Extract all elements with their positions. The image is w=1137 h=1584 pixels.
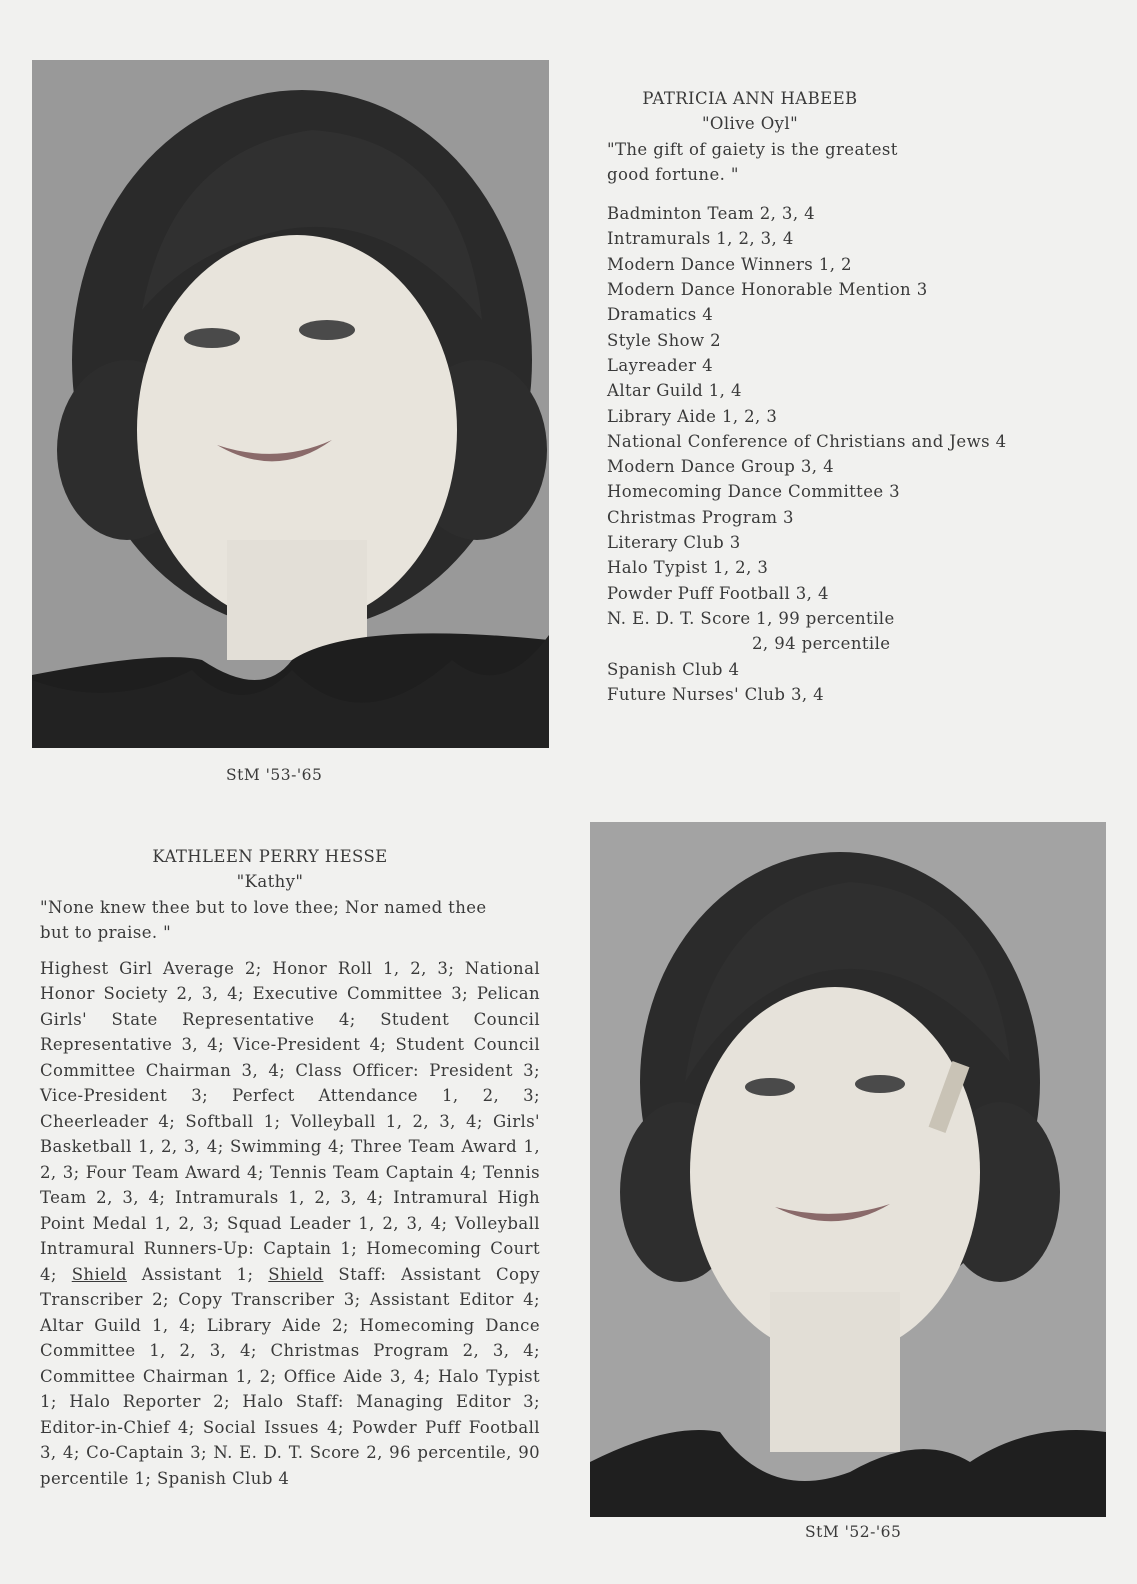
activity-item: Altar Guild 1, 4 [607, 381, 742, 401]
enrollment-caption: StM '52-'65 [805, 1523, 902, 1541]
activities-list [607, 201, 1007, 707]
activity-item: N. E. D. T. Score 1, 99 percentile [607, 608, 895, 628]
activity-item: Modern Dance Group 3, 4 [607, 457, 834, 477]
entry-patricia [607, 86, 1007, 707]
activities-text: Assistant 1; [141, 1264, 254, 1284]
student-nickname: "Olive Oyl" [701, 114, 799, 134]
activity-item: Modern Dance Winners 1, 2 [607, 254, 852, 274]
activities-text: Highest Girl Average 2; Honor Roll 1, 2, 3; National Honor Society 2, 3, 4; Executive Committee 3; Pelican Girls' State Representative 4; Student Council Representative 3, 4; Vice-President 4; Student Council Committee Chairman 3, 4; Class Officer: President 3; Vice-President 3; Perfect Attendance 1, 2, 3; Cheerleader 4; Softball 1; Volleyball 1, 2, 3, 4; Girls' Basketball 1, 2, 3, 4; Swimming 4; Three Team Award 1, 2, 3; Four Team Award 4; Tennis Team Captain 4; Tennis Team 2, 3, 4; Intramurals 1, 2, 3, 4; Intramural High Point Medal 1, 2, 3; Squad Leader 1, 2, 3, 4; Volleyball Intramural Runners-Up: Captain 1; Homecoming Court 4; [40, 958, 540, 1284]
shield-publication-name: Shield [268, 1264, 324, 1284]
student-quote [607, 137, 1007, 188]
activity-item: Style Show 2 [607, 330, 722, 350]
activity-item: Badminton Team 2, 3, 4 [607, 204, 816, 224]
activities-paragraph [40, 956, 540, 1492]
activity-item: National Conference of Christians and Jews 4 [607, 431, 1007, 451]
activity-item: Christmas Program 3 [607, 507, 794, 527]
activity-item: Modern Dance Honorable Mention 3 [607, 280, 928, 300]
activity-item: Layreader 4 [607, 355, 713, 375]
student-nickname: "Kathy" [236, 872, 304, 892]
entry-kathleen [40, 844, 540, 1491]
activity-item-continued: 2, 94 percentile [752, 634, 891, 654]
student-name: KATHLEEN PERRY HESSE [152, 847, 388, 866]
activity-item: Powder Puff Football 3, 4 [607, 583, 829, 603]
activity-item: Future Nurses' Club 3, 4 [607, 684, 825, 704]
activities-text: Staff: Assistant Copy Transcriber 2; Copy Transcriber 3; Assistant Editor 4; Altar Guild 1, 4; Library Aide 2; Homecoming Dance Committee 1, 2, 3, 4; Christmas Program 2, 3, 4; Committee Chairman 1, 2; Office Aide 3, 4; Halo Typist 1; Halo Reporter 2; Halo Staff: Managing Editor 3; Editor-in-Chief 4; Social Issues 4; Powder Puff Football 3, 4; Co-Captain 3; N. E. D. T. Score 2, 96 percentile, 90 percentile 1; Spanish Club 4 [40, 1264, 540, 1488]
activity-item: Library Aide 1, 2, 3 [607, 406, 778, 426]
quote-line: good fortune. " [607, 164, 739, 184]
shield-publication-name: Shield [71, 1264, 127, 1284]
student-name: PATRICIA ANN HABEEB [642, 89, 858, 108]
student-quote: "None knew thee but to love thee; Nor named thee but to praise. " [40, 897, 487, 943]
activity-item: Spanish Club 4 [607, 659, 740, 679]
activity-item: Intramurals 1, 2, 3, 4 [607, 229, 794, 249]
enrollment-caption: StM '53-'65 [226, 766, 323, 784]
portrait-photo-kathleen [590, 822, 1106, 1517]
activity-item: Homecoming Dance Committee 3 [607, 482, 901, 502]
quote-line: "The gift of gaiety is the greatest [607, 139, 898, 159]
activity-item: Halo Typist 1, 2, 3 [607, 558, 769, 578]
activity-item: Dramatics 4 [607, 305, 714, 325]
portrait-photo-patricia [32, 60, 549, 748]
activity-item: Literary Club 3 [607, 533, 741, 553]
